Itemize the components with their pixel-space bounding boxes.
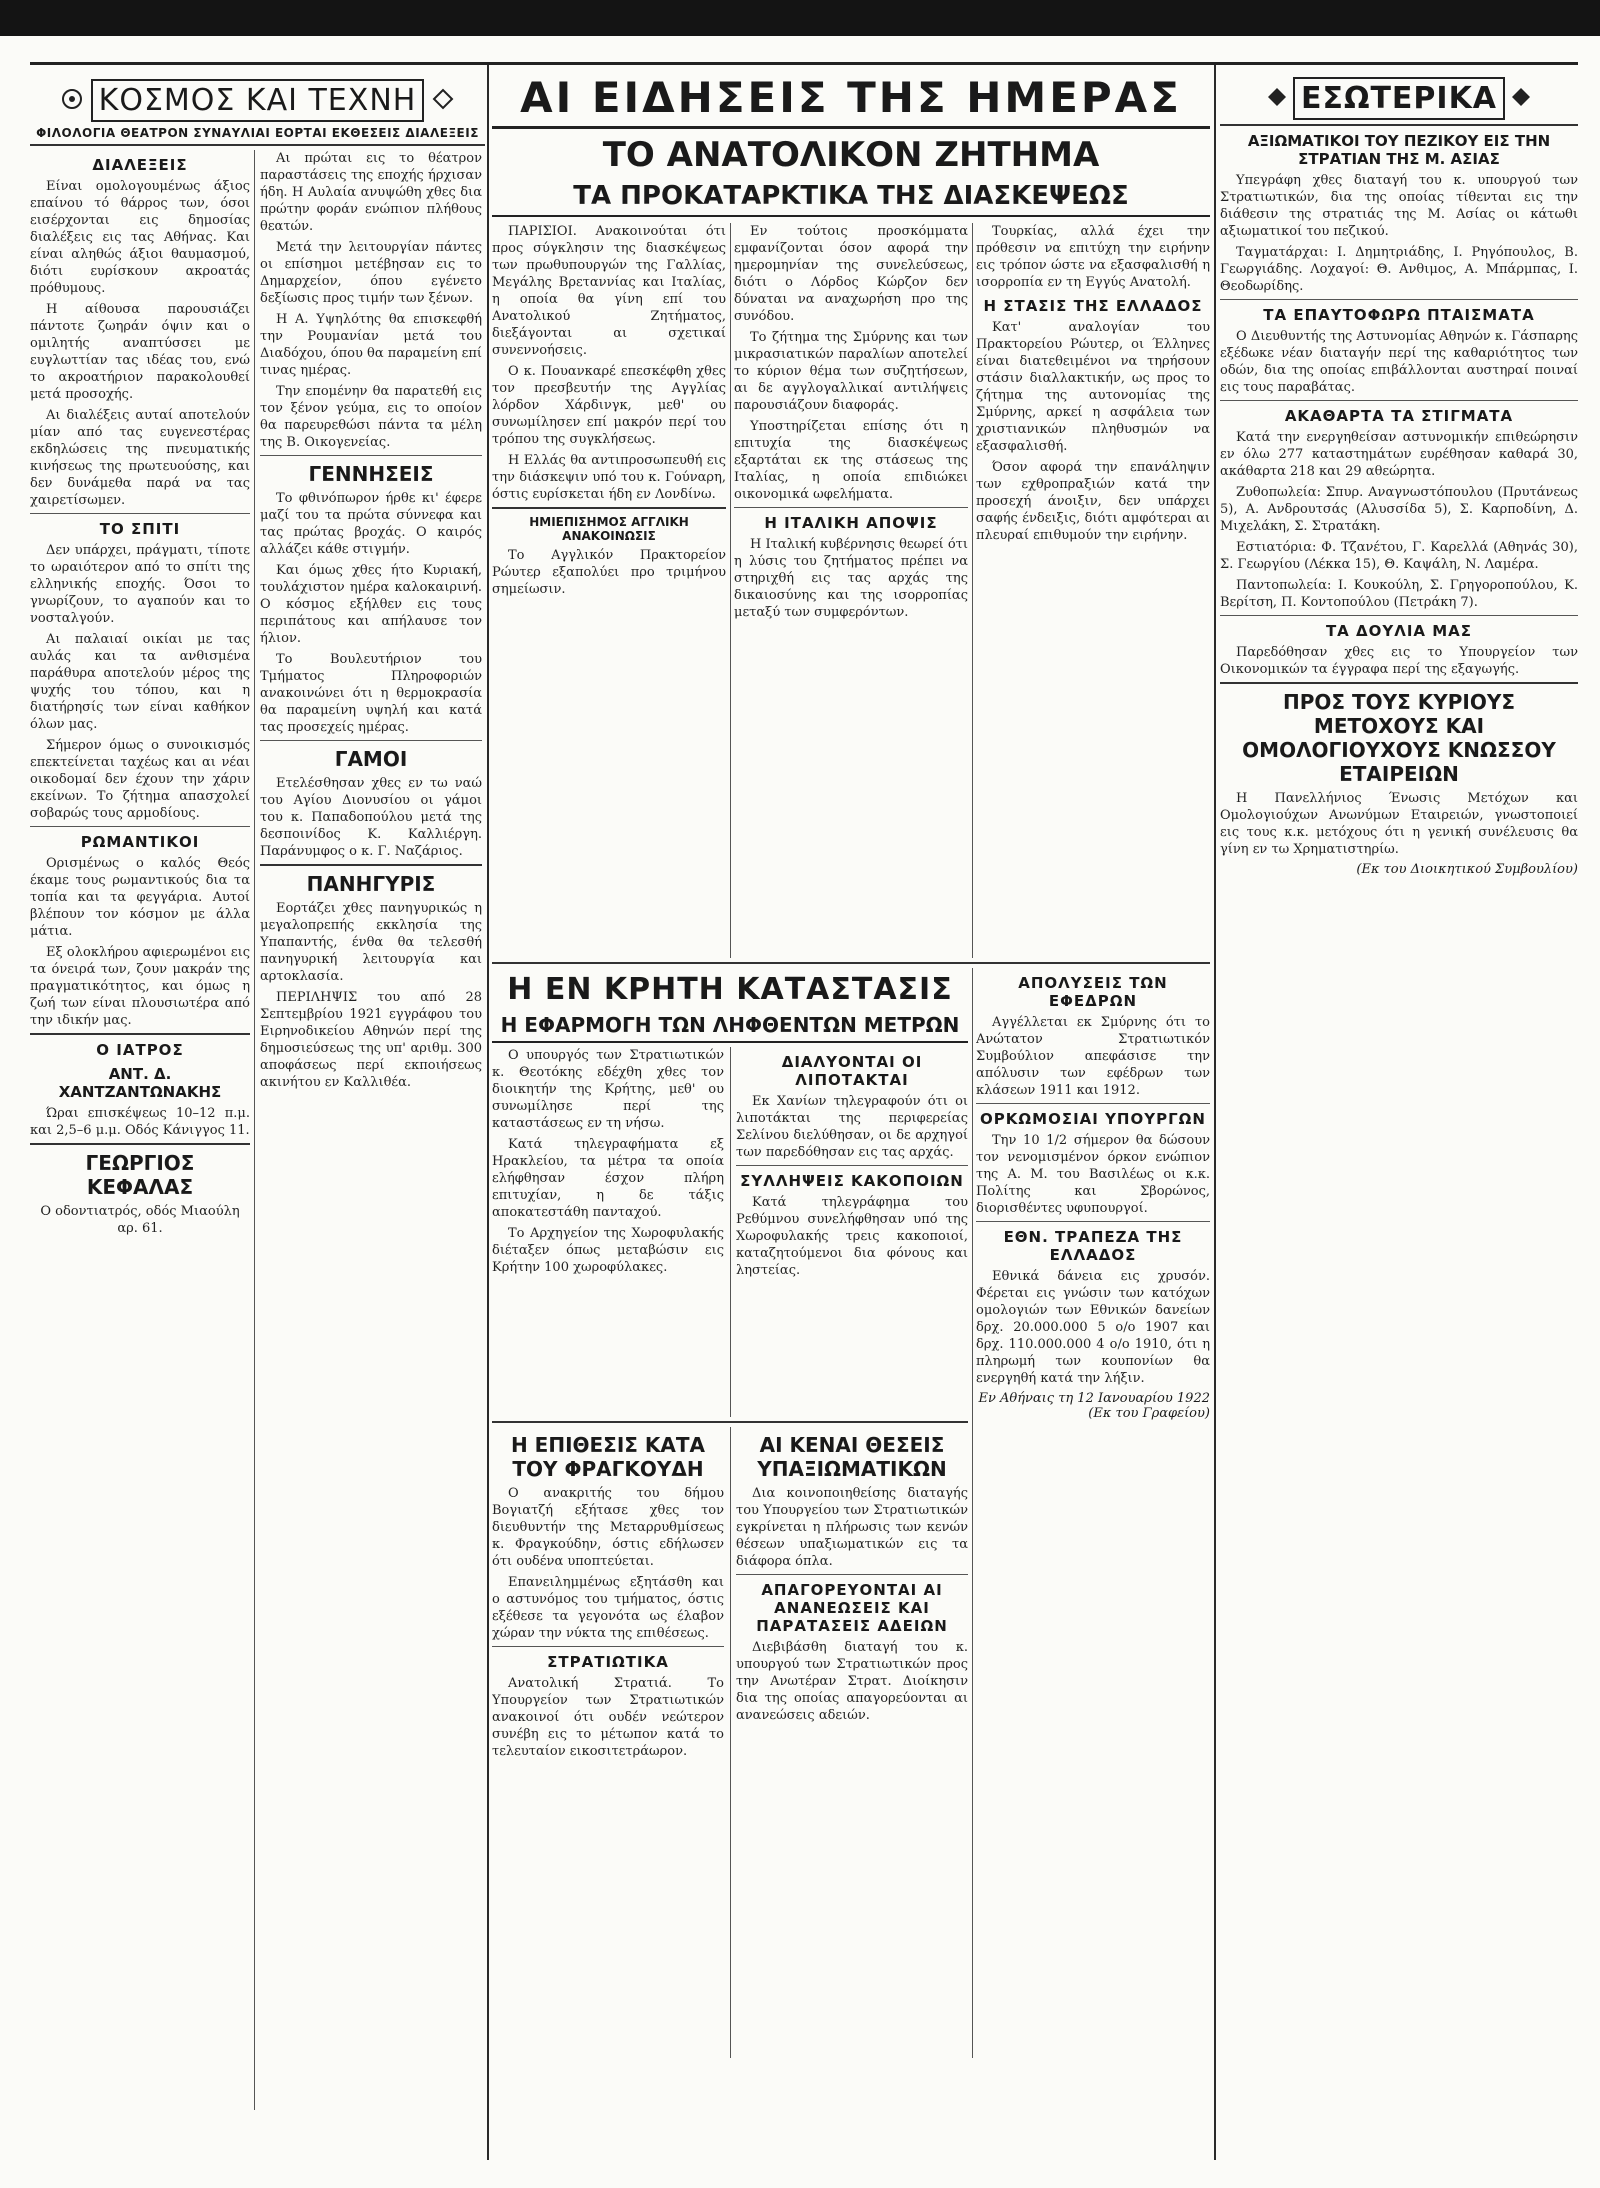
article-signature: Εν Αθήναις τη 12 Ιανουαρίου 1922 (Εκ του Γραφείου) [978,1391,1210,1421]
ornament-icon [432,88,454,114]
column-rule [487,65,489,2160]
article-paragraph: Ο υπουργός των Στρατιωτικών κ. Θεοτόκης εδέχθη χθες τον διοικητήν της Κρήτης, μεθ' ου συνωμίλησε περί της καταστάσεως εν τη νήσω. [492,1048,724,1131]
article-paragraph: Κατά τηλεγραφήματα εξ Ηρακλείου, τα μέτρα τα οποία ελήφθησαν έσχον πλήρη επιτυχίαν, η δε τάξις αποκατεστάθη πανταχού. [492,1137,724,1220]
ad-text: Ο οδοντιατρός, οδός Μιαούλη αρ. 61. [40,1204,240,1236]
article-paragraph: Κατ' αναλογίαν του Πρακτορείου Ρώυτερ, οι Έλληνες είναι διατεθειμένοι να τηρήσουν στάσιν διαλλακτικήν, ως προς το ζήτημα της αυτονομίας της Σμύρνης, αρκεί η ασφάλεια των χριστιανικών πληθυσμών να εξασφαλισθή. [976,320,1210,454]
article-title: ΑΚΑΘΑΡΤΑ ΤΑ ΣΤΙΓΜΑΤΑ [1284,407,1514,425]
section-title: ΕΣΩΤΕΡΙΚΑ [1293,77,1505,120]
article-signature: (Εκ του Διοικητικού Συμβουλίου) [1356,862,1578,877]
article-title: ΡΩΜΑΝΤΙΚΟΙ [80,833,200,851]
ornament-icon [1511,87,1531,111]
column-right [1220,65,1578,883]
article-title: ΠΡΟΣ ΤΟΥΣ ΚΥΡΙΟΥΣ ΜΕΤΟΧΟΥΣ ΚΑΙ ΟΜΟΛΟΓΙΟΥΧΟΥΣ ΚΝΩΣΣΟΥ ΕΤΑΙΡΕΙΩΝ [1242,690,1556,786]
ornament-icon [1267,87,1287,111]
article-paragraph: Αι πρώται εις το θέατρον παραστάσεις της εποχής ήρχισαν ήδη. Η Αυλαία ανυψώθη χθες δια πρώτην φοράν ενώπιον πλήθους θεατών. [260,151,482,234]
article-paragraph: Το Αρχηγείον της Χωροφυλακής διέταξεν όπως μεταβώσιν εις Κρήτην 100 χωροφύλακες. [492,1226,724,1275]
article-title: ΔΙΑΛΕΞΕΙΣ [92,156,188,174]
article-paragraph: Υπεγράφη χθες διαταγή του κ. υπουργού των Στρατιωτικών, δια της οποίας τίθενται εις την διάθεσιν της στρατιάς της Μ. Ασίας οι κάτωθι αξιωματικοί του πεζικού. [1220,173,1578,239]
article-paragraph: Αι διαλέξεις αυταί αποτελούν μίαν από τας ευγενεστέρας εκδηλώσεις της πνευματικής κινήσεως της πρωτευούσης, και δεν δυνάμεθα παρά να τας χαιρετίσωμεν. [30,408,250,508]
article-paragraph: Το Αγγλικόν Πρακτορείον Ρώυτερ εξαπολύει προ τριμήνου σημείωσιν. [492,548,726,597]
article-title: ΣΤΡΑΤΙΩΤΙΚΑ [547,1653,669,1671]
article-paragraph: Η Α. Υψηλότης θα επισκεφθή την Ρουμανίαν μετά του Διαδόχου, όπου θα παραμείνη επί τινας ημέρας. [260,312,482,378]
article-subtitle: Η ΕΦΑΡΜΟΓΗ ΤΩΝ ΛΗΦΘΕΝΤΩΝ ΜΕΤΡΩΝ [492,1013,968,1043]
article-title: ΗΜΙΕΠΙΣΗΜΟΣ ΑΓΓΛΙΚΗ ΑΝΑΚΟΙΝΩΣΙΣ [529,515,689,543]
article-paragraph: Είναι ομολογουμένως άξιος επαίνου τό θάρρος των, όσοι εισέρχονται εις δημοσίας διαλέξεις εις τας Αθήνας. Και είναι αληθώς άξιοι θαυμασμού, διότι ευρίσκουν ακροατάς πρόθυμους. [30,179,250,296]
newspaper-page [30,62,1578,2160]
article-paragraph: Η Πανελλήνιος Ένωσις Μετόχων και Ομολογιούχων Ανωνύμων Εταιρειών, γνωστοποιεί εις τους κ.κ. μετόχους ότι η γενική συνέλευσις θα γίνη εν τω Χρηματιστηρίω. [1220,791,1578,857]
column-center [492,65,1210,2058]
ad-text: Ώραι επισκέψεως 10–12 π.μ. και 2,5–6 μ.μ. Οδός Κάνιγγος 11. [30,1106,250,1138]
article-title: ΑΞΙΩΜΑΤΙΚΟΙ ΤΟΥ ΠΕΖΙΚΟΥ ΕΙΣ ΤΗΝ ΣΤΡΑΤΙΑΝ ΤΗΣ Μ. ΑΣΙΑΣ [1247,132,1551,168]
article-paragraph: Ταγματάρχαι: Ι. Δημητριάδης, Ι. Ρηγόπουλος, Β. Γεωργιάδης. Λοχαγοί: Θ. Ανθιμος, Α. Μπάρμπας, Ι. Θεοδωρίδης. [1220,245,1578,294]
article-paragraph: Και όμως χθες ήτο Κυριακή, τουλάχιστον ημέρα καλοκαιρινή. Ο κόσμος εξήλθεν εις τους περιπάτους και απήλαυσε τον ήλιον. [260,563,482,646]
article-paragraph: Ορισμένως ο καλός Θεός έκαμε τους ρωμαντικούς δια τα τοπία και τα φεγγάρια. Αυτοί βλέπουν τον κόσμον με άλλα μάτια. [30,856,250,939]
article-paragraph: Δεν υπάρχει, πράγματι, τίποτε το ωραιότερον από το σπίτι της ελληνικής εποχής. Όσοι το γνωρίζουν, το αγαπούν και το νοσταλγούν. [30,543,250,626]
ad-name: ΓΕΩΡΓΙΟΣ ΚΕΦΑΛΑΣ [85,1151,195,1199]
article-paragraph: Εθνικά δάνεια εις χρυσόν. Φέρεται εις γνώσιν των κατόχων ομολογιών των Εθνικών δανείων δρχ. 20.000.000 5 ο/ο 1907 και δρχ. 110.000.000 4 ο/ο 1910, ότι η πληρωμή των κουπονίων θα ενεργηθή κατά την λήξιν. [976,1269,1210,1386]
article-title: Η ΕΠΙΘΕΣΙΣ ΚΑΤΑ ΤΟΥ ΦΡΑΓΚΟΥΔΗ [510,1433,706,1481]
article-paragraph: Κατά την ενεργηθείσαν αστυνομικήν επιθεώρησιν εν όλω 277 καταστημάτων ευρέθησαν καθαρά 30, ακάθαρτα 218 και 29 αθεώρητα. [1220,430,1578,479]
article-paragraph: Ετελέσθησαν χθες εν τω ναώ του Αγίου Διονυσίου οι γάμοι του κ. Παπαδοπούλου μετά της δεσποινίδος Κ. Καλλιέργη. Παράνυμφος ο κ. Γ. Ναζάριος. [260,776,482,859]
headline-proparaskeui: ΤΑ ΠΡΟΚΑΤΑΡΚΤΙΚΑ ΤΗΣ ΔΙΑΣΚΕΨΕΩΣ [492,181,1210,217]
column-left [30,65,485,2110]
article-paragraph: Ο κ. Πουανκαρέ επεσκέφθη χθες τον πρεσβευτήν της Αγγλίας λόρδον Χάρδινγκ, μεθ' ου συνωμίλησεν επί μακρόν περί του τρόπου της συγκλήσεως. [492,364,726,447]
article-paragraph: Αι παλαιαί οικίαι με τας αυλάς και τα ανθισμένα παράθυρα αποτελούν μέρος της ψυχής του τόπου, και η διατήρησίς των είναι καθήκον όλων μας. [30,632,250,732]
article-paragraph: Ο Διευθυντής της Αστυνομίας Αθηνών κ. Γάσπαρης εξέδωκε νέαν διαταγήν περί της καθαριότητος των οδών, δια της οποίας επιβάλλονται αυστηραί ποιναί εις τους παραβάτας. [1220,329,1578,395]
article-paragraph: Αγγέλλεται εκ Σμύρνης ότι το Ανώτατον Στρατιωτικόν Συμβούλιον απεφάσισε την απόλυσιν των εφέδρων των κλάσεων 1911 και 1912. [976,1015,1210,1098]
article-title: ΤΑ ΕΠΑΥΤΟΦΩΡΩ ΠΤΑΙΣΜΑΤΑ [1263,306,1535,324]
article-paragraph: Παντοπωλεία: Ι. Κουκούλη, Σ. Γρηγοροπούλου, Κ. Βερίτση, Π. Κοντοπούλου (Πετράκη 7). [1220,578,1578,610]
article-paragraph: Εξ ολοκλήρου αφιερωμένοι εις τα όνειρά των, ζουν μακράν της πραγματικότητος, και όμως η ζωή των είναι πλουσιωτέρα από την ιδικήν μας. [30,945,250,1028]
article-title: ΤΑ ΔΟΥΛΙΑ ΜΑΣ [1325,622,1473,640]
article-title: Η ΣΤΑΣΙΣ ΤΗΣ ΕΛΛΑΔΟΣ [983,297,1203,315]
ad-name: ΑΝΤ. Δ. ΧΑΝΤΖΑΝΤΩΝΑΚΗΣ [58,1065,222,1101]
ornament-icon [61,88,83,114]
article-paragraph: Σήμερον όμως ο συνοικισμός επεκτείνεται ταχέως και αι νέαι οικοδομαί δεν έχουν την χάριν εκείνων. Το ζήτημα απασχολεί σοβαρώς τους αρμοδίους. [30,738,250,821]
section-title: ΚΟΣΜΟΣ ΚΑΙ ΤΕΧΝΗ [91,79,425,122]
article-title: Η ΕΝ ΚΡΗΤΗ ΚΑΤΑΣΤΑΣΙΣ [507,972,953,1007]
article-title: Η ΙΤΑΛΙΚΗ ΑΠΟΨΙΣ [764,514,938,532]
article-paragraph: Την 10 1/2 σήμερον θα δώσουν τον νενομισμένον όρκον ενώπιον της Α. Μ. του Βασιλέως οι κ.κ. Πολίτης και Σβορώνος, διορισθέντες υφυπουργοί. [976,1133,1210,1216]
article-paragraph: Διεβιβάσθη διαταγή του κ. υπουργού των Στρατιωτικών προς την Ανωτέραν Στρατ. Διοίκησιν δια της οποίας απαγορεύονται αι ανανεώσεις αδειών. [736,1640,968,1723]
headline-anatolikon: ΤΟ ΑΝΑΤΟΛΙΚΟΝ ΖΗΤΗΜΑ [602,135,1100,175]
article-title: ΓΑΜΟΙ [334,747,408,771]
article-paragraph: Εκ Χανίων τηλεγραφούν ότι οι λιποτάκται της περιφερείας Σελίνου διελύθησαν, οι δε αρχηγοί των παρεδόθησαν εις τας αρχάς. [736,1094,968,1160]
article-paragraph: Τουρκίας, αλλά έχει την πρόθεσιν να επιτύχη την ειρήνην εις τρόπον ώστε να εξασφαλισθή η ισορροπία εν τη Εγγύς Ανατολή. [976,224,1210,290]
article-paragraph: ΠΑΡΙΣΙΟΙ. Ανακοινούται ότι προς σύγκλησιν της διασκέψεως των πρωθυπουργών της Γαλλίας, Μεγάλης Βρεταννίας και Ιταλίας, η οποία θα γίνη επί του Ανατολικού Ζητήματος, διεξάγονται αι σχετικαί συνεννοήσεις. [492,224,726,358]
article-paragraph: Εορτάζει χθες πανηγυρικώς η μεγαλοπρεπής εκκλησία της Υπαπαντής, ένθα θα τελεσθή πανηγυρική λειτουργία και αρτοκλασία. [260,901,482,984]
section-header-kosmos [30,79,485,122]
article-paragraph: Επανειλημμένως εξητάσθη και ο αστυνόμος του τμήματος, όστις εξέθεσε τα γεγονότα ως έλαβον χώραν την νύκτα της επιθέσεως. [492,1575,724,1641]
article-paragraph: Μετά την λειτουργίαν πάντες οι επίσημοι μετέβησαν εις το Δημαρχείον, όπου εγένετο δεξίωσις προς τιμήν των ξένων. [260,240,482,306]
article-title: ΕΘΝ. ΤΡΑΠΕΖΑ ΤΗΣ ΕΛΛΑΔΟΣ [1003,1228,1183,1264]
main-headline: ΑΙ ΕΙΔΗΣΕΙΣ ΤΗΣ ΗΜΕΡΑΣ [492,73,1210,129]
article-paragraph: Όσον αφορά την επανάληψιν των εχθροπραξιών κατά την προσεχή άνοιξιν, δεν υπάρχει σαφής ένδειξις, διότι αμφότεραι αι πλευραί επιθυμούν την ειρήνην. [976,460,1210,543]
article-paragraph: Ζυθοπωλεία: Σπυρ. Αναγνωστόπουλου (Πρυτάνεως 5), Α. Ανδρουτσάς (Αλυσσίδα 5), Σ. Καρποδίνη, Δ. Μιχελάκη, Σ. Στρατάκη. [1220,485,1578,534]
article-paragraph: Η Ελλάς θα αντιπροσωπευθή εις την διάσκεψιν υπό του κ. Γούναρη, όστις ευρίσκεται ήδη εν Λονδίνω. [492,453,726,502]
article-paragraph: Παρεδόθησαν χθες εις το Υπουργείον των Οικονομικών τα έγγραφα περί της εξαγωγής. [1220,645,1578,677]
article-paragraph: ΠΕΡΙΛΗΨΙΣ του από 28 Σεπτεμβρίου 1921 εγγράφου του Ειρηνοδικείου Αθηνών περί της δημοσιεύσεως της υπ' αριθμ. 300 αποφάσεως περί εκποιήσεως ακινήτου εν Καλλιθέα. [260,990,482,1090]
article-paragraph: Δια κοινοποιηθείσης διαταγής του Υπουργείου των Στρατιωτικών εγκρίνεται η πλήρωσις των κενών θέσεων υπαξιωματικών εις τα διάφορα όπλα. [736,1486,968,1569]
article-paragraph: Εν τούτοις προσκόμματα εμφανίζονται όσον αφορά την ημερομηνίαν της συνελεύσεως, διότι ο Λόρδος Κώρζον δεν δύναται να αναχωρήση προ της συνόδου. [734,224,968,324]
article-paragraph: Το φθινόπωρον ήρθε κι' έφερε μαζί του τα πρώτα σύννεφα και τας πρώτας βροχάς. Ο καιρός αλλάζει κάθε στιγμήν. [260,491,482,557]
article-title: ΑΙ ΚΕΝΑΙ ΘΕΣΕΙΣ ΥΠΑΞΙΩΜΑΤΙΚΩΝ [757,1433,947,1481]
article-title: ΟΡΚΩΜΟΣΙΑΙ ΥΠΟΥΡΓΩΝ [980,1110,1206,1128]
article-paragraph: Κατά τηλεγράφημα του Ρεθύμνου συνελήφθησαν υπό της Χωροφυλακής τρεις κακοποιοί, καταζητούμενοι δια φόνους και ληστείας. [736,1195,968,1278]
article-title: ΠΑΝΗΓΥΡΙΣ [306,872,436,896]
article-paragraph: Υποστηρίζεται επίσης ότι η επιτυχία της διασκέψεως εξαρτάται εκ της στάσεως της Ιταλίας, η οποία επιδιώκει οικονομικά ωφελήματα. [734,419,968,502]
article-paragraph: Η αίθουσα παρουσιάζει πάντοτε ζωηράν όψιν και ο ομιλητής αναπτύσσει με ευγλωττίαν τας ιδέας του, ενώ το ακροατήριον παρακολουθεί μετά προσοχής. [30,302,250,402]
top-black-bar [0,0,1600,36]
column-rule [1214,65,1216,2160]
article-title: ΑΠΑΓΟΡΕΥΟΝΤΑΙ ΑΙ ΑΝΑΝΕΩΣΕΙΣ ΚΑΙ ΠΑΡΑΤΑΣΕΙΣ ΑΔΕΙΩΝ [756,1581,948,1635]
article-paragraph: Η Ιταλική κυβέρνησις θεωρεί ότι η λύσις του ζητήματος πρέπει να στηριχθή εις τας αρχάς της δικαιοσύνης και της ισορροπίας μεταξύ των συμφερόντων. [734,537,968,620]
article-title: ΣΥΛΛΗΨΕΙΣ ΚΑΚΟΠΟΙΩΝ [740,1172,964,1190]
article-paragraph: Εστιατόρια: Φ. Τζανέτου, Γ. Καρελλά (Αθηνάς 30), Σ. Γεωργίου (Λέκκα 15), Θ. Καψάλη, Ν. Λαμέρα. [1220,540,1578,572]
article-paragraph: Το Βουλευτήριον του Τμήματος Πληροφοριών ανακοινώνει ότι η θερμοκρασία θα παραμείνη υψηλή και κατά τας προσεχείς ημέρας. [260,652,482,735]
article-paragraph: Ανατολική Στρατιά. Το Υπουργείον των Στρατιωτικών ανακοινοί ότι ουδέν νεώτερον συνέβη εις το μέτωπον κατά το τελευταίον εικοσιτετράωρον. [492,1676,724,1759]
article-title: Ο ΙΑΤΡΟΣ [96,1041,184,1059]
section-header-esoterika [1220,77,1578,120]
article-title: ΓΕΝΝΗΣΕΙΣ [308,462,434,486]
article-title: ΑΠΟΛΥΣΕΙΣ ΤΩΝ ΕΦΕΔΡΩΝ [1018,974,1168,1010]
article-paragraph: Την επομένην θα παρατεθή εις τον ξένον γεύμα, εις το οποίον θα παρευρεθώσι πάντα τα μέλη της Β. Οικογενείας. [260,384,482,450]
article-paragraph: Ο ανακριτής του δήμου Βογιατζή εξήτασε χθες τον διευθυντήν της Μεταρρυθμίσεως κ. Φραγκούδην, όστις εδήλωσεν ότι ουδένα υποπτεύεται. [492,1486,724,1569]
article-paragraph: Το ζήτημα της Σμύρνης και των μικρασιατικών παραλίων αποτελεί το κύριον θέμα των συζητήσεων, αι δε αγγλογαλλικαί αντιλήψεις παρουσιάζουν διαφοράς. [734,330,968,413]
article-title: ΤΟ ΣΠΙΤΙ [99,520,181,538]
section-subtitle: ΦΙΛΟΛΟΓΙΑ ΘΕΑΤΡΟΝ ΣΥΝΑΥΛΙΑΙ ΕΟΡΤΑΙ ΕΚΘΕΣΕΙΣ ΔΙΑΛΕΞΕΙΣ [36,126,479,140]
article-title: ΔΙΑΛΥΟΝΤΑΙ ΟΙ ΛΙΠΟΤΑΚΤΑΙ [781,1053,923,1089]
